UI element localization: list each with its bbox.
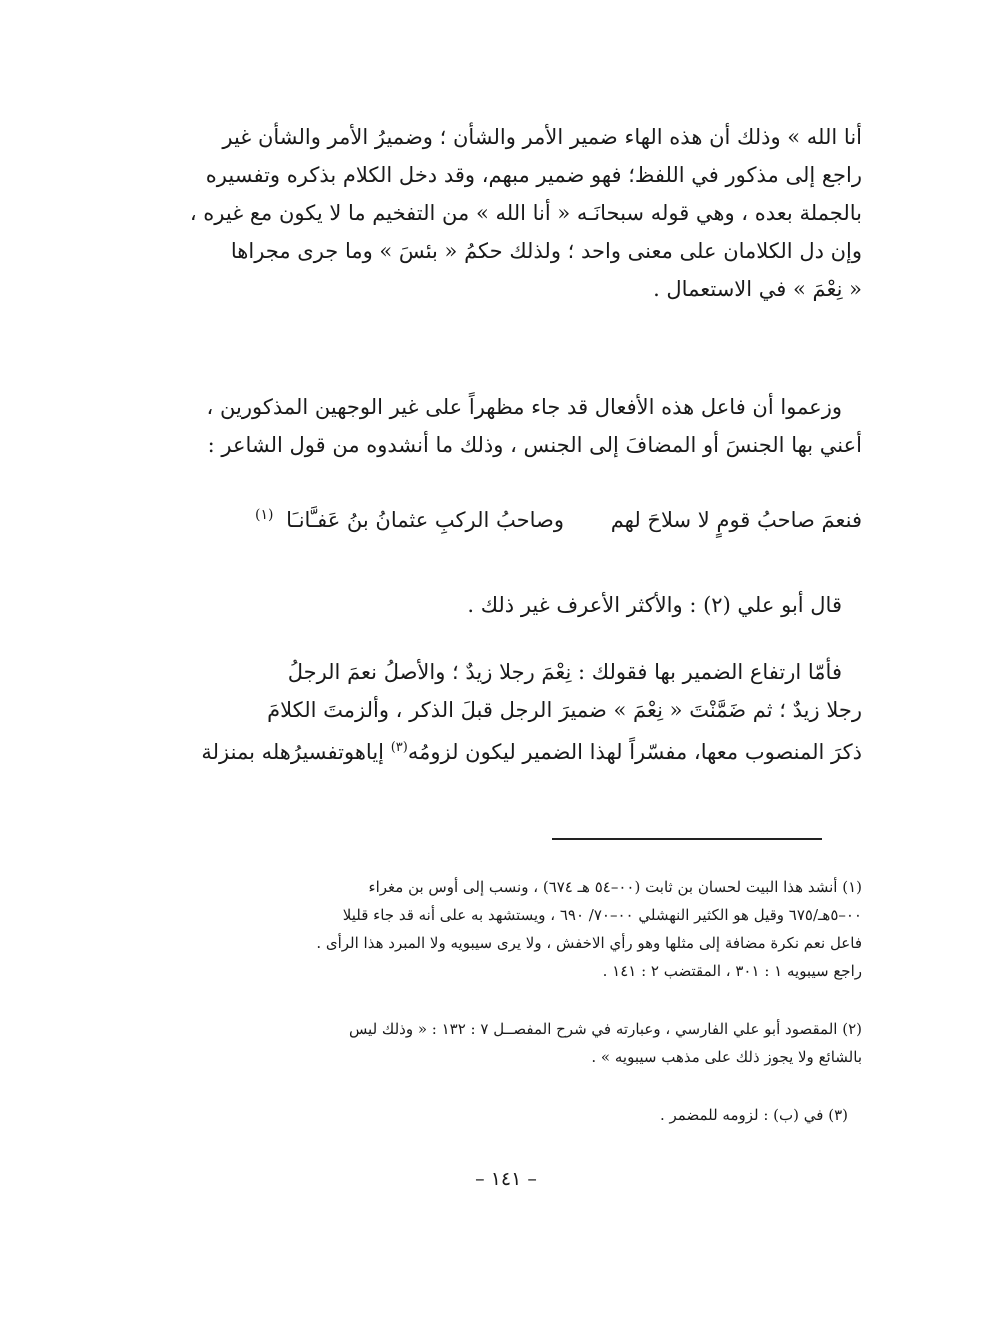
footnote-reference-3: (٣) — [390, 740, 408, 755]
paragraph-1 — [150, 118, 862, 308]
paragraph-line: وإن دل الكلامان على معنى واحد ؛ ولذلك حكمُ « بئسَ » وما جرى مجراها — [230, 239, 862, 263]
paragraph-line: أعني بها الجنسَ أو المضافَ إلى الجنس ، وذلك ما أنشدوه من قول الشاعر : — [207, 433, 862, 457]
footnote-2 — [150, 1015, 862, 1071]
paragraph-line: أنا الله » وذلك أن هذه الهاء ضمير الأمر والشأن ؛ وضميرُ الأمر والشأن غير — [222, 125, 862, 149]
footnote-line: بالشائع ولا يجوز ذلك على مذهب سيبويه » . — [591, 1048, 862, 1066]
footnote-line: (٢) المقصود أبو علي الفارسي ، وعبارته في شرح المفصــل ٧ : ١٣٢ : « وذلك ليس — [348, 1020, 862, 1038]
footnote-line: فاعل نعم نكرة مضافة إلى مثلها وهو رأي الاخفش ، ولا يرى سيبويه ولا المبرد هذا الرأى . — [316, 934, 862, 952]
paragraph-line-3-tail: إياهوتفسيرُهله بمنزلة — [201, 740, 385, 764]
paragraph-line-3 — [150, 729, 862, 771]
verse-hemistich-1: فنعمَ صاحبُ قومٍ لا سلاحَ لهم — [610, 508, 862, 532]
paragraph-line: فأمّا ارتفاع الضمير بها فقولك : نِعْمَ رجلا زيدٌ ؛ والأصلُ نعمَ الرجلُ — [287, 660, 842, 684]
paragraph-line: قال أبو علي (٢) : والأكثر الأعرف غير ذلك . — [467, 593, 842, 617]
paragraph-line: رجلا زيدٌ ؛ ثم ضَمَّنْتَ « نِعْمَ » ضميرَ الرجل قبلَ الذكر ، وألزمتَ الكلامَ — [267, 698, 862, 722]
footnote-3 — [150, 1101, 862, 1129]
paragraph-line: بالجملة بعده ، وهي قوله سبحانَـه « أنا الله » من التفخيم ما لا يكون مع غيره ، — [189, 201, 862, 225]
footnote-line: (١) أنشد هذا البيت لحسان بن ثابت (٠٠–٥٤ هـ ٦٧٤) ، ونسب إلى أوس بن مغراء — [368, 878, 862, 896]
footnote-reference-1: (١) — [254, 507, 274, 523]
paragraph-line: وزعموا أن فاعل هذه الأفعال قد جاء مظهراً على غير الوجهين المذكورين ، — [206, 395, 842, 419]
paragraph-line: راجع إلى مذكور في اللفظ؛ فهو ضمير مبهم، وقد دخل الكلام بذكره وتفسيره — [205, 163, 862, 187]
footnote-separator — [552, 838, 822, 840]
paragraph-line-3-text: ذكرَ المنصوب معها، مفسّراً لهذا الضمير ليكون لزومُه — [407, 740, 862, 764]
paragraph-2 — [150, 388, 862, 464]
page-number: – ١٤١ – — [475, 1168, 537, 1190]
paragraph-4 — [150, 653, 862, 771]
footnote-line: راجع سيبويه ١ : ٣٠١ ، المقتضب ٢ : ١٤١ . — [602, 962, 862, 980]
footnote-line: (٣) في (ب) : لزومه للمضمر . — [659, 1106, 848, 1124]
footnote-line: ٠٠–٥هـ/٦٧٥ وقيل هو الكثير النهشلي ٠٠–٧٠/ ٦٩٠ ، ويستشهد به على أنه قد جاء قليلا — [342, 906, 862, 924]
verse-hemistich-2: وصاحبُ الركبِ عثمانُ بنُ عَفـَّانـَا — [286, 508, 565, 532]
poetry-verse — [150, 496, 862, 539]
paragraph-3 — [150, 586, 862, 624]
book-page — [150, 118, 862, 1218]
paragraph-line: « نِعْمَ » في الاستعمال . — [653, 277, 862, 301]
footnote-1 — [150, 873, 862, 985]
